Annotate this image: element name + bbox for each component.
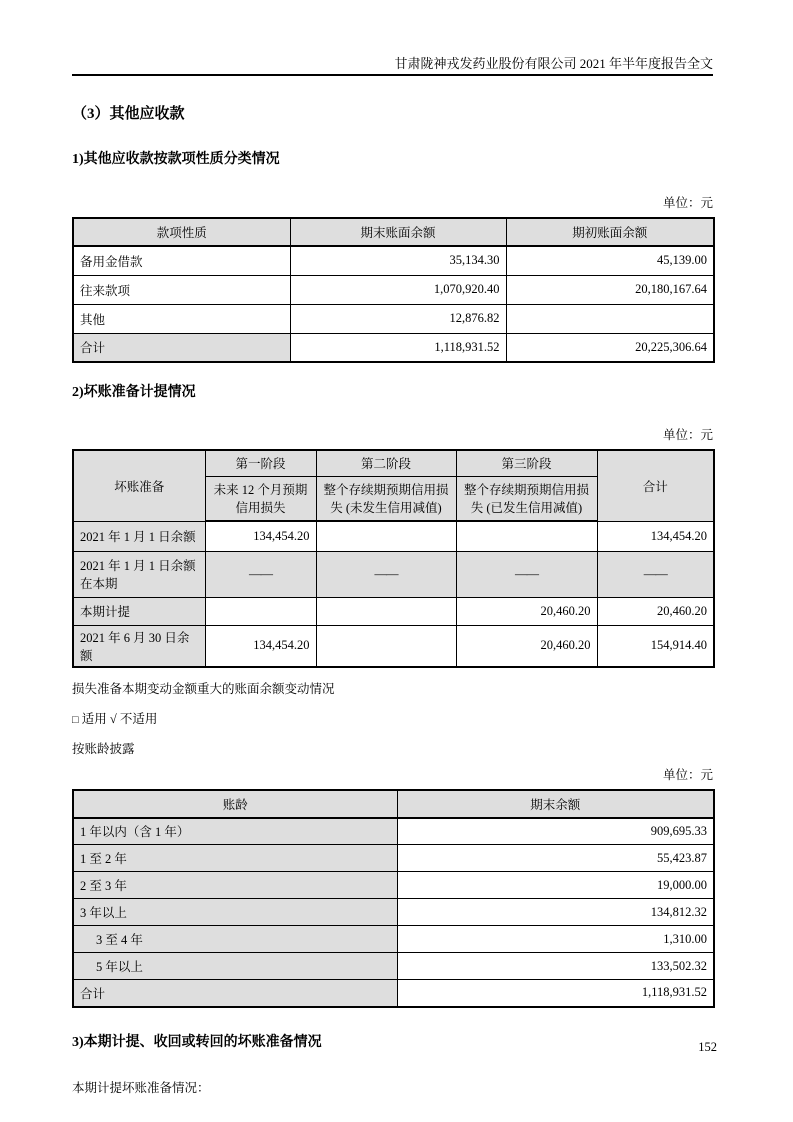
table-row bbox=[73, 551, 714, 597]
beginning-balance-cell bbox=[506, 304, 714, 333]
aging-disclosure-note: 按账龄披露 bbox=[72, 741, 135, 756]
ending-balance-column-header: 期末余额 bbox=[397, 790, 714, 818]
beginning-balance-cell: 20,180,167.64 bbox=[506, 275, 714, 304]
aging-value-cell: 134,812.32 bbox=[397, 899, 714, 926]
stage1-cell: 134,454.20 bbox=[205, 521, 316, 551]
nature-column-header: 款项性质 bbox=[73, 218, 290, 246]
page-number: 152 bbox=[698, 1040, 717, 1054]
total-cell: —— bbox=[597, 551, 714, 597]
stage1-cell bbox=[205, 597, 316, 625]
stage3-cell bbox=[456, 521, 597, 551]
section-title: （3）其他应收款 bbox=[72, 106, 185, 122]
total-cell: 154,914.40 bbox=[597, 625, 714, 667]
row-label: 2021 年 1 月 1 日余额 bbox=[73, 521, 205, 551]
table-row bbox=[73, 521, 714, 551]
table-row bbox=[73, 899, 714, 926]
table-row bbox=[73, 246, 714, 275]
aging-row-label: 1 年以内（含 1 年） bbox=[73, 818, 397, 845]
ending-balance-column-header: 期末账面余额 bbox=[290, 218, 506, 246]
table-row bbox=[73, 926, 714, 953]
aging-table bbox=[72, 789, 715, 1008]
aging-total-cell: 1,118,931.52 bbox=[397, 980, 714, 1007]
nature-table bbox=[72, 217, 715, 363]
stage3-cell: —— bbox=[456, 551, 597, 597]
stage3-cell: 20,460.20 bbox=[456, 625, 597, 667]
table-row bbox=[73, 597, 714, 625]
provision-corner-header: 坏账准备 bbox=[73, 450, 205, 521]
provision-current-period-note: 本期计提坏账准备情况： bbox=[72, 1080, 210, 1095]
stage2-cell bbox=[316, 521, 456, 551]
row-label: 备用金借款 bbox=[73, 246, 290, 275]
subsection-2-title: 2)坏账准备计提情况 bbox=[72, 385, 196, 400]
aging-row-label: 5 年以上 bbox=[73, 953, 397, 980]
check-icon: √ bbox=[109, 711, 117, 726]
aging-row-label: 1 至 2 年 bbox=[73, 845, 397, 872]
unit-label-3: 单位：元 bbox=[662, 767, 713, 782]
provision-total-header: 合计 bbox=[597, 450, 714, 521]
applicable-label: 适用 bbox=[81, 711, 107, 726]
aging-table-header-row bbox=[73, 790, 714, 818]
stage2-cell: —— bbox=[316, 551, 456, 597]
nature-table-header-row bbox=[73, 218, 714, 246]
document-header bbox=[72, 0, 713, 76]
total-row-label: 合计 bbox=[73, 333, 290, 362]
table-row bbox=[73, 872, 714, 899]
stage1-cell: 134,454.20 bbox=[205, 625, 316, 667]
ending-balance-cell: 12,876.82 bbox=[290, 304, 506, 333]
unit-label-1: 单位：元 bbox=[662, 196, 713, 210]
row-label: 其他 bbox=[73, 304, 290, 333]
table-row bbox=[73, 625, 714, 667]
bad-debt-provision-table bbox=[72, 449, 715, 668]
unit-label-2: 单位：元 bbox=[662, 428, 713, 442]
aging-value-cell: 909,695.33 bbox=[397, 818, 714, 845]
stage1-cell: —— bbox=[205, 551, 316, 597]
aging-row-label: 3 年以上 bbox=[73, 899, 397, 926]
document-header-title: 甘肃陇神戎发药业股份有限公司 2021 年半年度报告全文 bbox=[394, 56, 713, 71]
stage2-cell bbox=[316, 625, 456, 667]
row-label: 2021 年 6 月 30 日余额 bbox=[73, 625, 205, 667]
subsection-1-title: 1)其他应收款按款项性质分类情况 bbox=[72, 152, 280, 167]
loss-change-note: 损失准备本期变动金额重大的账面余额变动情况 bbox=[72, 681, 335, 696]
row-label: 往来款项 bbox=[73, 275, 290, 304]
ending-balance-cell: 1,070,920.40 bbox=[290, 275, 506, 304]
total-row bbox=[73, 980, 714, 1007]
aging-row-label: 3 至 4 年 bbox=[73, 926, 397, 953]
aging-value-cell: 19,000.00 bbox=[397, 872, 714, 899]
beginning-balance-column-header: 期初账面余额 bbox=[506, 218, 714, 246]
aging-row-label: 2 至 3 年 bbox=[73, 872, 397, 899]
beginning-balance-total-cell: 20,225,306.64 bbox=[506, 333, 714, 362]
ending-balance-total-cell: 1,118,931.52 bbox=[290, 333, 506, 362]
total-cell: 134,454.20 bbox=[597, 521, 714, 551]
aging-column-header: 账龄 bbox=[73, 790, 397, 818]
table-row bbox=[73, 275, 714, 304]
stage3-cell: 20,460.20 bbox=[456, 597, 597, 625]
row-label: 2021 年 1 月 1 日余额在本期 bbox=[73, 551, 205, 597]
stage3-header: 第三阶段 bbox=[456, 450, 597, 476]
checkbox-unchecked-icon: □ bbox=[72, 713, 79, 726]
stage1-subheader: 未来 12 个月预期信用损失 bbox=[205, 476, 316, 521]
table-row bbox=[73, 304, 714, 333]
provision-header-row-stages bbox=[73, 450, 714, 476]
not-applicable-label: 不适用 bbox=[119, 711, 158, 726]
total-cell: 20,460.20 bbox=[597, 597, 714, 625]
stage2-cell bbox=[316, 597, 456, 625]
aging-value-cell: 133,502.32 bbox=[397, 953, 714, 980]
stage2-subheader: 整个存续期预期信用损失 (未发生信用减值) bbox=[316, 476, 456, 521]
table-row bbox=[73, 953, 714, 980]
ending-balance-cell: 35,134.30 bbox=[290, 246, 506, 275]
applicability-line bbox=[72, 709, 713, 727]
table-row bbox=[73, 818, 714, 845]
total-row bbox=[73, 333, 714, 362]
total-row-label: 合计 bbox=[73, 980, 397, 1007]
stage2-header: 第二阶段 bbox=[316, 450, 456, 476]
beginning-balance-cell: 45,139.00 bbox=[506, 246, 714, 275]
table-row bbox=[73, 845, 714, 872]
page-content bbox=[72, 0, 713, 1096]
stage1-header: 第一阶段 bbox=[205, 450, 316, 476]
aging-value-cell: 55,423.87 bbox=[397, 845, 714, 872]
aging-value-cell: 1,310.00 bbox=[397, 926, 714, 953]
subsection-3-title: 3)本期计提、收回或转回的坏账准备情况 bbox=[72, 1034, 322, 1050]
row-label: 本期计提 bbox=[73, 597, 205, 625]
stage3-subheader: 整个存续期预期信用损失 (已发生信用减值) bbox=[456, 476, 597, 521]
